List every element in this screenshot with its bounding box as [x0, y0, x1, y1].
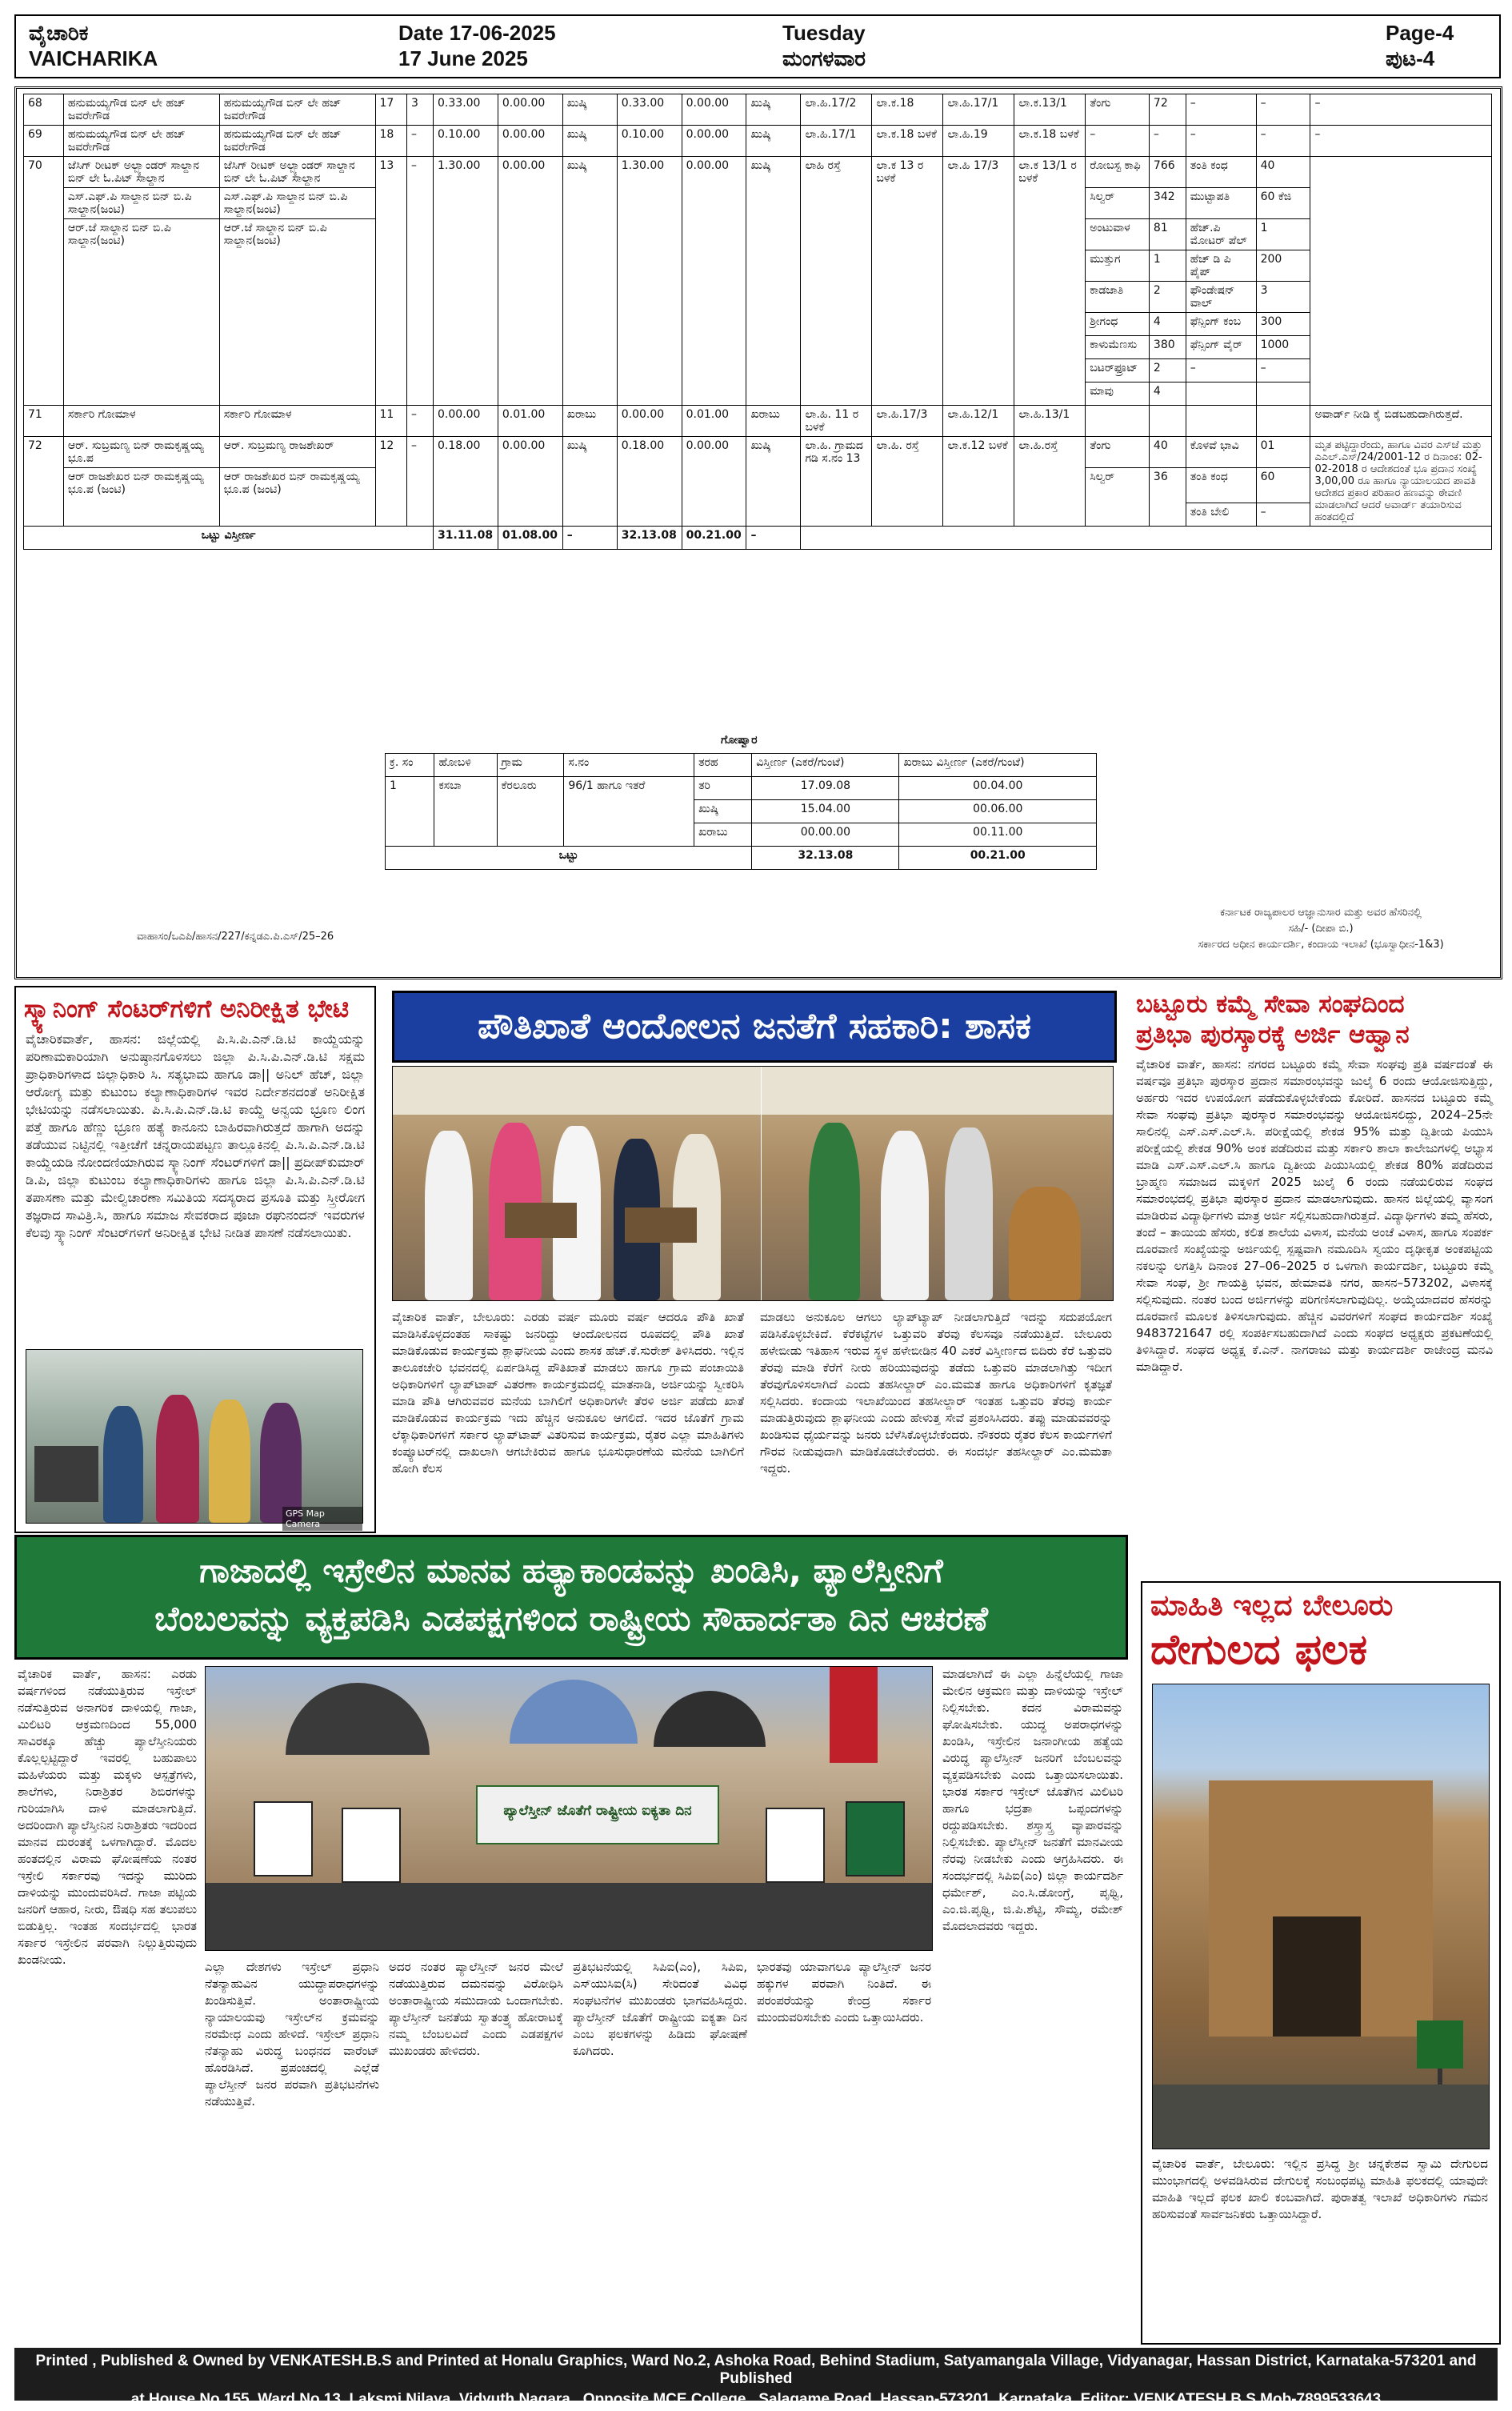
cell: ಮಾವು	[1086, 382, 1150, 406]
reference-number: ವಾಹಾಸಂ/ಒಎಪಿ/ಹಾಸನ/227/ಕನ್ನಡ‌ಎ.ಪಿ.ಎಸ್/25–26	[137, 931, 334, 943]
cell: ಕ್ರ. ಸಂ	[386, 754, 434, 777]
protest-banner-text: ಪ್ಯಾಲೆಸ್ತೀನ್ ಜೊತೆಗೆ ರಾಷ್ಟ್ರೀಯ ಐಕ್ಯತಾ ದಿನ	[503, 1803, 692, 1819]
cell: 200	[1256, 250, 1310, 282]
cell: ಹನುಮಯ್ಯಗೌಡ ಬಿನ್ ಲೇ ಹಚ್ ಜವರೇಗೌಡ	[219, 126, 375, 157]
cell: 11	[375, 406, 406, 437]
cell: 13	[375, 157, 406, 406]
cell: ತರಿ	[694, 777, 752, 800]
imprint-line: Printed , Published & Owned by VENKATESH.B.S and Printed at Honalu Graphics, Ward No.2, Ashoka Road, Behind Stadium, Satyamangala Village, Vidyanagar, Hassan District, Karnataka-573201 and Published	[35, 2353, 1477, 2387]
cell: ಜೆಸಿಗ್ ರೀಟಕ್ ಅಲ್ಬ್ಯಾಂಡರ್ ಸಾಲ್ದಾನ ಬಿನ್ ಲೇ ಓ.ಪಿಟ್ ಸಾಲ್ದಾನ	[219, 157, 375, 188]
cell: 81	[1149, 219, 1186, 250]
page-number-english: Page-4	[1386, 21, 1454, 45]
article-gaza-protest	[14, 1535, 1133, 2340]
cell: –	[1186, 94, 1256, 126]
cell: 72	[24, 437, 64, 527]
cell: ಖರಾಬು ವಿಸ್ತೀರ್ಣ (ಎಕರೆ/ಗುಂಟೆ)	[899, 754, 1097, 777]
cell: ಹೋಬಳಿ	[434, 754, 497, 777]
cell: 70	[24, 157, 64, 406]
cell: 60 ಕೆಜಿ	[1256, 188, 1310, 219]
cell: 0.18.00	[617, 437, 682, 527]
article-scanning-centres	[14, 986, 376, 1533]
cell: 68	[24, 94, 64, 126]
cell: ಆರ್. ಸುಬ್ರಮಣ್ಯ ಬಿನ್ ರಾಮಕೃಷ್ಣಯ್ಯ ಭೂ.ಪ	[63, 437, 219, 468]
cell: ಶ್ರೀಗಂಧ	[1086, 313, 1150, 336]
cell: ಲಾ.ಹಿ.13/1	[1014, 406, 1086, 437]
cell: 0.33.00	[617, 94, 682, 126]
cell: ಜೆಸಿಗ್ ರೀಟಕ್ ಅಲ್ಬ್ಯಾಂಡರ್ ಸಾಲ್ದಾನ ಬಿನ್ ಲೇ ಓ.ಪಿಟ್ ಸಾಲ್ದಾನ	[63, 157, 219, 188]
cell: –	[1256, 359, 1310, 382]
cell: ಕೊಳವೆ ಭಾವಿ	[1186, 437, 1256, 468]
cell: ಅಂಟುವಾಳ	[1086, 219, 1150, 250]
cell: 0.18.00	[434, 437, 498, 527]
cell: ತೆಂಗು	[1086, 437, 1150, 468]
cell: 342	[1149, 188, 1186, 219]
cell: ಲಾ.ಕ.18 ಬಳಕೆ	[1014, 126, 1086, 157]
cell: 31.11.08	[434, 527, 498, 550]
cell: ಆರ್. ಸುಬ್ರಮಣ್ಯ ರಾಜಶೇಖರ್	[219, 437, 375, 468]
protest-banner	[476, 1785, 719, 1844]
cell: 3	[406, 94, 433, 126]
cell: 01	[1256, 437, 1310, 468]
cell: ಆರ್ ರಾಜಶೇಖರ ಬಿನ್ ರಾಮಕೃಷ್ಣಯ್ಯ ಭೂ.ಪ (ಜಂಟಿ)	[219, 468, 375, 527]
cell: 1.30.00	[434, 157, 498, 406]
cell: ಒಟ್ಟು	[386, 847, 752, 870]
cell: ಲಾ.ಹಿ.17/1	[943, 94, 1014, 126]
cell: 96/1 ಹಾಗೂ ಇತರೆ	[564, 777, 694, 847]
article-photo	[26, 1349, 363, 1529]
cell: ಖುಷ್ಕಿ	[562, 126, 617, 157]
cell: 0.00.00	[498, 126, 562, 157]
cell: 0.33.00	[434, 94, 498, 126]
article-column: ಅದರ ನಂತರ ಪ್ಯಾಲೆಸ್ತೀನ್ ಜನರ ಮೇಲೆ ನಡೆಯುತ್ತಿರುವ ದಮನವನ್ನು ವಿರೋಧಿಸಿ ಅಂತಾರಾಷ್ಟ್ರೀಯ ಸಮುದಾಯ ಒಂದಾಗಬೇಕು. ಪ್ಯಾಲೆಸ್ತೀನ್ ಜನತೆಯ ಸ್ವಾತಂತ್ರ್ಯ ಹೋರಾಟಕ್ಕೆ ನಮ್ಮ ಬೆಂಬಲವಿದೆ ಎಂದು ಎಡಪಕ್ಷಗಳ ಮುಖಂಡರು ಹೇಳಿದರು.	[389, 1960, 563, 2058]
cell: ತಂತಿ ಕಂಧ	[1186, 157, 1256, 188]
article-photo	[1152, 1684, 1490, 2149]
article-body: ವೈಚಾರಿಕವಾರ್ತೆ, ಹಾಸನ: ಜಿಲ್ಲೆಯಲ್ಲಿ ಪಿ.ಸಿ.ಪಿ.ಎನ್.ಡಿ.ಟಿ ಕಾಯ್ದೆಯನ್ನು ಪರಿಣಾಮಕಾರಿಯಾಗಿ ಅನುಷ್ಠಾನಗೊಳಿಸಲು ಜಿಲ್ಲಾ ಪಿ.ಸಿ.ಪಿ.ಎನ್.ಡಿ.ಟಿ ಸಕ್ಷಮ ಪ್ರಾಧಿಕಾರಿಗಳಾದ ಜಿಲ್ಲಾಧಿಕಾರಿ ಸಿ. ಸತ್ಯಭಾಮ ಹಾಗೂ ಡಾ|| ಅನಿಲ್ ಹೆಚ್, ಜಿಲ್ಲಾ ಆರೋಗ್ಯ ಮತ್ತು ಕುಟುಂಬ ಕಲ್ಯಾಣಾಧಿಕಾರಿಗಳ ಇವರ ನಿರ್ದೇಶನದಂತೆ ಅನಿರೀಕ್ಷಿತ ಭೇಟಿಯನ್ನು ನಡೆಸಲಾಯಿತು. ಪಿ.ಸಿ.ಪಿ.ಎನ್.ಡಿ.ಟಿ ಕಾಯ್ದೆ ಅನ್ವಯ ಭ್ರೂಣ ಲಿಂಗ ಪತ್ತೆ ಹಾಗೂ ಹೆಣ್ಣು ಭ್ರೂಣ ಹತ್ಯೆ ಕಾನೂನು ಬಾಹಿರವಾಗಿರುತ್ತದೆ ಹಾಗಾಗಿ ಅದನ್ನು ತಡೆಯುವ ನಿಟ್ಟಿನಲ್ಲಿ ಇತ್ತೀಚೆಗೆ ಚನ್ನರಾಯಪಟ್ಟಣ ತಾಲ್ಲೂಕಿನಲ್ಲಿ ಪಿ.ಸಿ.ಪಿ.ಎನ್.ಡಿ.ಟಿ ಕಾಯ್ದೆಯಡಿ ನೋಂದಣಿಯಾಗಿರುವ ಸ್ಕ್ಯಾನಿಂಗ್ ಸೆಂಟರ್‌ಗಳಿಗೆ ಡಾ|| ಪ್ರದೀಪ್‌ಕುಮಾರ್ ಡಿ.ಪಿ, ಜಿಲ್ಲಾ ಕುಟುಂಬ ಕಲ್ಯಾಣಾಧಿಕಾರಿಗಳು ಹಾಗೂ ಜಿಲ್ಲಾ ಪಿ.ಸಿ.ಪಿ.ಎನ್.ಡಿ.ಟಿ ತಪಾಸಣಾ ಮತ್ತು ಮೇಲ್ವಿಚಾರಣಾ ಸಮಿತಿಯ ಸದಸ್ಯರಾದ ಪ್ರಸೂತಿ ಮತ್ತು ಸ್ತ್ರೀರೋಗ ತಜ್ಞರಾದ ಸಾವಿತ್ರಿ.ಸಿ, ಹಾಗೂ ಸಮಾಜ ಸೇವಕರಾದ ಪೂಜಾ ರಘುನಂದನ್ ಇವರುಗಳ ಕೆಲವು ಸ್ಕ್ಯಾನಿಂಗ್ ಸೆಂಟರ್‌ಗಳಿಗೆ ಅನಿರೀಕ್ಷಿತ ಭೇಟಿ ನೀಡಿತ ಪಾಸಣೆ ನಡೆಸಲಾಯಿತು.	[26, 1031, 365, 1240]
cell: 32.13.08	[617, 527, 682, 550]
table-row	[386, 777, 1097, 800]
cell: ಖುಷ್ಕಿ	[746, 94, 801, 126]
cell	[1086, 406, 1150, 437]
cell: ಗ್ರಾಮ	[497, 754, 564, 777]
cell: ಲಾ.ಹಿ. ಗ್ರಾಮದ ಗಡಿ ಸ.ನಂ 13	[801, 437, 872, 527]
cell: ಲಾ.ಹಿ.17/3	[872, 406, 943, 437]
cell: ಲಾ.ಹಿ.17/2	[801, 94, 872, 126]
table-row	[24, 94, 1492, 126]
cell: 40	[1149, 437, 1186, 468]
cell: 15.04.00	[752, 800, 899, 823]
article-subheadline: ದೇಗುಲದ ಫಲಕ	[1150, 1626, 1368, 1674]
cell: 00.11.00	[899, 823, 1097, 847]
article-pauti-khate	[381, 986, 1123, 1530]
cell: 0.00.00	[434, 406, 498, 437]
cell: ಕಸಬಾ	[434, 777, 497, 847]
cell: 00.21.00	[899, 847, 1097, 870]
masthead-bar	[14, 14, 1501, 78]
cell: ಹನುಮಯ್ಯಗೌಡ ಬಿನ್ ಲೇ ಹಚ್ ಜವರೇಗೌಡ	[63, 126, 219, 157]
article-column: ಮಾಡಲಾಗಿದೆ ಈ ಎಲ್ಲಾ ಹಿನ್ನೆಲೆಯಲ್ಲಿ ಗಾಜಾ ಮೇಲಿನ ಆಕ್ರಮಣ ಮತ್ತು ದಾಳಿಯನ್ನು ಇಸ್ರೇಲ್ ನಿಲ್ಲಿಸಬೇಕು. ಕದನ ವಿರಾಮವನ್ನು ಘೋಷಿಸಬೇಕು. ಯುದ್ಧ ಅಪರಾಧಗಳನ್ನು ಖಂಡಿಸಿ, ಇಸ್ರೇಲಿನ ಜನಾಂಗೀಯ ಹತ್ಯೆಯ ವಿರುದ್ಧ ಪ್ಯಾಲೆಸ್ತೀನ್ ಜನರಿಗೆ ಬೆಂಬಲವನ್ನು ವ್ಯಕ್ತಪಡಿಸಬೇಕು ಎಂದು ಒತ್ತಾಯಿಸಲಾಯಿತು. ಭಾರತ ಸರ್ಕಾರ ಇಸ್ರೇಲ್ ಜೊತೆಗಿನ ಮಿಲಿಟರಿ ಹಾಗೂ ಭದ್ರತಾ ಒಪ್ಪಂದಗಳನ್ನು ರದ್ದುಪಡಿಸಬೇಕು. ಶಸ್ತ್ರಾಸ್ತ್ರ ವ್ಯಾಪಾರವನ್ನು ನಿಲ್ಲಿಸಬೇಕು. ಪ್ಯಾಲೆಸ್ತೀನ್ ಜನತೆಗೆ ಮಾನವೀಯ ನೆರವು ನೀಡಬೇಕು ಎಂದು ಆಗ್ರಹಿಸಿದರು. ಈ ಸಂದರ್ಭದಲ್ಲಿ ಸಿಪಿಐ(ಎಂ) ಜಿಲ್ಲಾ ಕಾರ್ಯದರ್ಶಿ ಧರ್ಮೇಶ್, ಎಂ.ಸಿ.ಡೋಂಗ್ರೆ, ಪೃಥ್ವಿ, ಎಂ.ಜಿ.ಪೃಥ್ವಿ, ಜಿ.ಪಿ.ಶೆಟ್ಟಿ, ಸೌಮ್ಯ, ರಮೇಶ್ ಮೊದಲಾದವರು ಇದ್ದರು.	[942, 1667, 1123, 1933]
cell: –	[1310, 94, 1492, 126]
signature-line: ಕರ್ನಾಟಕ ರಾಜ್ಯಪಾಲರ ಆಜ್ಞಾನುಸಾರ ಮತ್ತು ಅವರ ಹೆಸರಿನಲ್ಲಿ	[1220, 907, 1422, 919]
cell: 00.06.00	[899, 800, 1097, 823]
headline-banner	[392, 991, 1117, 1063]
article-photo	[205, 1666, 933, 1951]
cell: ಖುಷ್ಕಿ	[562, 94, 617, 126]
cell: ಲಾ.ಹಿ. ರಸ್ತೆ	[872, 437, 943, 527]
cell: 4	[1149, 382, 1186, 406]
table-row	[24, 406, 1492, 437]
cell	[1186, 382, 1256, 406]
cell: –	[1256, 126, 1310, 157]
article-column: ವೈಚಾರಿಕ ವಾರ್ತೆ, ಬೇಲೂರು: ಎರಡು ವರ್ಷ ಮೂರು ವರ್ಷ ಆದರೂ ಪೌತಿ ಖಾತೆ ಮಾಡಿಸಿಕೊಳ್ಳದಂತಹ ಸಾಕಷ್ಟು ಜನರಿದ್ದು ಆಂದೋಲನದ ರೂಪದಲ್ಲಿ ಪೌತಿ ಖಾತೆ ಮಾಡಿಕೊಡುವ ಕಾರ್ಯಕ್ರಮ ಶ್ಲಾಘನೀಯ ಎಂದು ಶಾಸಕ ಹೆಚ್.ಕೆ.ಸುರೇಶ್ ತಿಳಿಸಿದರು. ಇಲ್ಲಿನ ತಾಲೂಕಚೇರಿ ಭವನದಲ್ಲಿ ಏರ್ಪಡಿಸಿದ್ದ ಪೌತಿಖಾತೆ ಮಾಡಲು ಹಾಗೂ ಗ್ರಾಮ ಪಂಚಾಯಿತಿ ಅಧಿಕಾರಿಗಳಿಗೆ ಲ್ಯಾಪ್‌ಟಾಪ್ ವಿತರಣಾ ಕಾರ್ಯಕ್ರಮದಲ್ಲಿ ಮಾತನಾಡಿ, ಅರ್ಜಿಯನ್ನು ಸ್ವೀಕರಿಸಿ ಮಾಡಿ ಪೌತಿ ಆಗಿರುವವರ ಮನೆಯ ಬಾಗಿಲಿಗೆ ಅಧಿಕಾರಿಗಳೇ ತೆರಳಿ ಅರ್ಜಿ ಪಡೆದು ಖಾತೆ ಮಾಡಿಕೊಡುವ ಕಾರ್ಯಕ್ರಮ ಇದು ಹೆಚ್ಚಿನ ಅನುಕೂಲ ಆಗಲಿದೆ. ಇದರ ಜೊತೆಗೆ ಗ್ರಾಮ ಲೆಕ್ಕಾಧಿಕಾರಿಗಳಿಗೆ ಸರ್ಕಾರ ಲ್ಯಾಪ್‌ಟಾಪ್ ವಿತರಿಸುವ ಕಾರ್ಯಕ್ರಮ, ರೈತರ ಎಲ್ಲಾ ಮಾಹಿತಿಗಳು ಕಂಪ್ಯೂಟರ್‌ನಲ್ಲಿ ದಾಖಲಾಗಿ ಆಗಬೇಕಿರುವ ಹಾಗೂ ಭೂಸುಧಾರಣೆಯ ಮನೆಯ ಬಾಗಿಲಿಗೆ ಹೋಗಿ ಕೆಲಸ	[392, 1310, 744, 1476]
cell: ತರಹ	[694, 754, 752, 777]
cell: ಎಸ್.ಎಫ್.ಪಿ ಸಾಲ್ದಾನ ಬಿನ್ ಬಿ.ಪಿ ಸಾಲ್ದಾನ(ಜಂಟಿ)	[63, 188, 219, 219]
table-row	[24, 126, 1492, 157]
cell: 1.30.00	[617, 157, 682, 406]
cell: ಖರಾಬು	[746, 406, 801, 437]
imprint-line: at House No.155, Ward No.13, Laksmi Nilaya, Vidyuth Nagara , Opposite MCE College , Salagame Road, Hassan-573201, Karnataka. Editor: VENKATESH.B.S Mob-7899533643	[130, 2391, 1382, 2408]
cell	[1149, 406, 1186, 437]
cell: ಲಾ.ಕ 13/1 ರ ಬಳಕೆ	[1014, 157, 1086, 406]
cell	[801, 527, 1492, 550]
cell: 0.00.00	[498, 437, 562, 527]
cell: 72	[1149, 94, 1186, 126]
cell: –	[406, 406, 433, 437]
cell: ಹನುಮಯ್ಯಗೌಡ ಬಿನ್ ಲೇ ಹಚ್ ಜವರೇಗೌಡ	[219, 94, 375, 126]
cell: –	[1256, 503, 1310, 527]
cell: ತಂತಿ ಕಂಧ	[1186, 468, 1256, 503]
cell: ಹೆಚ್ ಡಿ ಪಿ ಪೈಪ್	[1186, 250, 1256, 282]
cell: ಸಿಲ್ವರ್	[1086, 468, 1150, 527]
article-headline: ಗಾಜಾದಲ್ಲಿ ಇಸ್ರೇಲಿನ ಮಾನವ ಹತ್ಯಾಕಾಂಡವನ್ನು ಖಂಡಿಸಿ, ಪ್ಯಾಲೆಸ್ತೀನಿಗೆ	[199, 1551, 943, 1590]
cell: ವಿಸ್ತೀರ್ಣ (ಎಕರೆ/ಗುಂಟೆ)	[752, 754, 899, 777]
cell: ಮೃತ ಪಟ್ಟಿದ್ದಾರೆಂದು, ಹಾಗೂ ವಿವರ ಎಸ್‌ಜೆ ಮತ್ತು ಎಎಲ್.ಎಸ್/24/2001-12 ರ ದಿನಾಂಕ: 02-02-2018 ರ ಆದೇಶದಂತೆ ಭೂ ಪ್ರದಾನ ಸಂಖ್ಯೆ 3,00,00 ರೂ ಹಾಗೂ ನ್ಯಾಯಾಲಯದ ಪಾವತಿ ಆದೇಶದ ಪ್ರಕಾರ ಪರಿಹಾರ ಹಣವನ್ನು ಠೇವಣಿ ಮಾಡಲಾಗಿದೆ ಆದರೆ ಅವಾರ್ಡ್ ತಯಾರಿಸುವ ಹಂತದಲ್ಲಿದೆ	[1310, 437, 1492, 527]
cell: 300	[1256, 313, 1310, 336]
cell: ಸರ್ಕಾರಿ ಗೋಮಾಳ	[63, 406, 219, 437]
cell: 4	[1149, 313, 1186, 336]
cell: 00.04.00	[899, 777, 1097, 800]
cell: 1	[386, 777, 434, 847]
cell: 12	[375, 437, 406, 527]
cell: 2	[1149, 282, 1186, 313]
cell: ಸರ್ಕಾರಿ ಗೋಮಾಳ	[219, 406, 375, 437]
cell	[1186, 406, 1256, 437]
cell: 2	[1149, 359, 1186, 382]
cell: ಎಸ್.ಎಫ್.ಪಿ ಸಾಲ್ದಾನ ಬಿನ್ ಬಿ.ಪಿ ಸಾಲ್ದಾನ(ಜಂಟಿ)	[219, 188, 375, 219]
summary-table	[385, 753, 1097, 870]
cell: 0.00.00	[617, 406, 682, 437]
table-total-row	[386, 847, 1097, 870]
cell: ಲಾ.ಕ.18	[872, 94, 943, 126]
cell: ಬಟರ್‌ಫ್ರೂಟ್	[1086, 359, 1150, 382]
cell: ಖುಷ್ಕಿ	[562, 437, 617, 527]
cell: ಖರಾಬು	[562, 406, 617, 437]
article-subheadline: ಬೆಂಬಲವನ್ನು ವ್ಯಕ್ತಪಡಿಸಿ ಎಡಪಕ್ಷಗಳಿಂದ ರಾಷ್ಟ್ರೀಯ ಸೌಹಾರ್ದತಾ ದಿನ ಆಚರಣೆ	[154, 1599, 988, 1638]
cell: ಖುಷ್ಕಿ	[562, 157, 617, 406]
signature-name: ಸಹಿ/- (ದೀಪಾ ಬಿ.)	[1288, 923, 1354, 935]
cell: –	[406, 437, 433, 527]
article-column: ವೈಚಾರಿಕ ವಾರ್ತೆ, ಹಾಸನ: ಎರಡು ವರ್ಷಗಳಿಂದ ನಡೆಯುತ್ತಿರುವ ಇಸ್ರೇಲ್ ನಡೆಸುತ್ತಿರುವ ಅನಾಗರಿಕ ದಾಳಿಯಲ್ಲಿ ಗಾಜಾ, ಮಿಲಿಟರಿ ಆಕ್ರಮಣದಿಂದ 55,000 ಸಾವಿರಕ್ಕೂ ಹೆಚ್ಚು ಪ್ಯಾಲೆಸ್ತೀನಿಯರು ಕೊಲ್ಲಲ್ಪಟ್ಟಿದ್ದಾರೆ ಇವರಲ್ಲಿ ಬಹುಪಾಲು ಮಹಿಳೆಯರು ಮತ್ತು ಮಕ್ಕಳು ಆಸ್ಪತ್ರೆಗಳು, ಶಾಲೆಗಳು, ನಿರಾಶ್ರಿತರ ಶಿಬಿರಗಳನ್ನು ಗುರಿಯಾಗಿಸಿ ದಾಳಿ ಮಾಡಲಾಗುತ್ತಿದೆ. ಅದರಿಂದಾಗಿ ಪ್ಯಾಲೆಸ್ತೀನಿನ ನಿರಾಶ್ರಿತರು ಇದರಿಂದ ಮಾನವ ದುರಂತಕ್ಕೆ ಒಳಗಾಗಿದ್ದಾರೆ. ಮೊದಲ ಹಂತದಲ್ಲಿನ ವಿರಾಮ ಘೋಷಣೆಯ ನಂತರ ಇಸ್ರೇಲಿ ಸರ್ಕಾರವು ಇದನ್ನು ಮುರಿದು ದಾಳಿಯನ್ನು ಮುಂದುವರಿಸಿದೆ. ಗಾಜಾ ಪಟ್ಟಿಯ ಜನರಿಗೆ ಆಹಾರ, ನೀರು, ಔಷಧಿ ಸಹ ತಲುಪಲು ಬಿಡುತ್ತಿಲ್ಲ. ಇಂತಹ ಸಂದರ್ಭದಲ್ಲಿ ಭಾರತ ಸರ್ಕಾರ ಇಸ್ರೇಲಿನ ಪರವಾಗಿ ನಿಲ್ಲುತ್ತಿರುವುದು ಖಂಡನೀಯ.	[18, 1667, 197, 1967]
cell: 0.00.00	[498, 157, 562, 406]
article-body: ವೈಚಾರಿಕ ವಾರ್ತೆ, ಬೇಲೂರು: ಇಲ್ಲಿನ ಪ್ರಸಿದ್ಧ ಶ್ರೀ ಚನ್ನಕೇಶವ ಸ್ವಾಮಿ ದೇಗುಲದ ಮುಂಭಾಗದಲ್ಲಿ ಅಳವಡಿಸಿರುವ ದೇಗುಲಕ್ಕೆ ಸಂಬಂಧಪಟ್ಟ ಮಾಹಿತಿ ಫಲಕದಲ್ಲಿ ಯಾವುದೇ ಮಾಹಿತಿ ಇಲ್ಲದೆ ಫಲಕ ಖಾಲಿ ಕಂಬವಾಗಿದೆ. ಪುರಾತತ್ವ ಇಲಾಖೆ ಅಧಿಕಾರಿಗಳು ಗಮನ ಹರಿಸುವಂತೆ ಸಾರ್ವಜನಿಕರು ಒತ್ತಾಯಿಸಿದ್ದಾರೆ.	[1152, 2157, 1488, 2221]
table-row	[24, 437, 1492, 468]
headline-banner	[14, 1535, 1128, 1660]
cell: –	[1149, 126, 1186, 157]
cell: 32.13.08	[752, 847, 899, 870]
cell: ಸ.ನಂ	[564, 754, 694, 777]
cell: 71	[24, 406, 64, 437]
photo-watermark: GPS Map Camera	[282, 1507, 362, 1531]
cell: 01.08.00	[498, 527, 562, 550]
cell: 18	[375, 126, 406, 157]
cell: –	[1256, 94, 1310, 126]
cell: ಲಾ.ಹಿ.12/1	[943, 406, 1014, 437]
article-photo	[392, 1066, 1114, 1301]
cell: ಖುಷ್ಕಿ	[746, 126, 801, 157]
cell: ಫೆನ್ಸಿಂಗ್ ಕಂಬ	[1186, 313, 1256, 336]
cell: –	[406, 126, 433, 157]
page-number-kannada: ಪುಟ-4	[1386, 46, 1435, 70]
cell: ಮುಟ್ಟಾಪತಿ	[1186, 188, 1256, 219]
article-column: ಪ್ರತಿಭಟನೆಯಲ್ಲಿ ಸಿಪಿಐ(ಎಂ), ಸಿಪಿಐ, ಎಸ್‌ಯುಸಿಐ(ಸಿ) ಸೇರಿದಂತೆ ವಿವಿಧ ಸಂಘಟನೆಗಳ ಮುಖಂಡರು ಭಾಗವಹಿಸಿದ್ದರು. ಪ್ಯಾಲೆಸ್ತೀನ್ ಜೊತೆಗೆ ರಾಷ್ಟ್ರೀಯ ಐಕ್ಯತಾ ದಿನ ಎಂಬ ಫಲಕಗಳನ್ನು ಹಿಡಿದು ಘೋಷಣೆ ಕೂಗಿದರು.	[573, 1960, 747, 2058]
cell: ತಂತಿ ಬೇಲಿ	[1186, 503, 1256, 527]
paper-name-kannada: ವೈಚಾರಿಕ	[29, 21, 89, 45]
cell: –	[746, 527, 801, 550]
cell: 69	[24, 126, 64, 157]
cell: ಲಾ.ಹಿ. 11 ರ ಬಳಕೆ	[801, 406, 872, 437]
cell: 0.00.00	[682, 437, 746, 527]
cell: 60	[1256, 468, 1310, 503]
cell: ಲಾ.ಹಿ.ರಸ್ತೆ	[1014, 437, 1086, 527]
cell: 0.00.00	[682, 94, 746, 126]
cell: ಲಾ.ಹಿ 17/3	[943, 157, 1014, 406]
cell: 0.10.00	[617, 126, 682, 157]
article-subheadline: ಪ್ರತಿಭಾ ಪುರಸ್ಕಾರಕ್ಕೆ ಅರ್ಜಿ ಆಹ್ವಾನ	[1136, 1020, 1410, 1049]
cell: –	[562, 527, 617, 550]
cell: –	[1186, 359, 1256, 382]
cell: 0.01.00	[682, 406, 746, 437]
cell: 380	[1149, 336, 1186, 359]
cell: ಮುತ್ತುಗ	[1086, 250, 1150, 282]
article-headline: ಮಾಹಿತಿ ಇಲ್ಲದ ಬೇಲೂರು	[1150, 1589, 1394, 1622]
article-headline: ಬಟ್ಟೂರು ಕಮ್ಮೆ ಸೇವಾ ಸಂಘದಿಂದ	[1136, 990, 1405, 1019]
cell	[1310, 157, 1492, 406]
article-belur-temple	[1141, 1581, 1501, 2345]
cell: ಸಿಲ್ವರ್	[1086, 188, 1150, 219]
signature-designation: ಸರ್ಕಾರದ ಅಧೀನ ಕಾರ್ಯದರ್ಶಿ, ಕಂದಾಯ ಇಲಾಖೆ (ಭೂಸ್ವಾಧೀನ-1&3)	[1198, 939, 1444, 951]
cell: ಲಾಹಿ ರಸ್ತೆ	[801, 157, 872, 406]
cell: ಆರ್ ರಾಜಶೇಖರ ಬಿನ್ ರಾಮಕೃಷ್ಣಯ್ಯ ಭೂ.ಪ (ಜಂಟಿ)	[63, 468, 219, 527]
cell: 0.01.00	[498, 406, 562, 437]
summary-title: ಗೋಷ್ವಾರ	[721, 734, 758, 747]
table-total-row	[24, 527, 1492, 550]
article-body: ವೈಚಾರಿಕ ವಾರ್ತೆ, ಹಾಸನ: ನಗರದ ಬಟ್ಟೂರು ಕಮ್ಮೆ ಸೇವಾ ಸಂಘವು ಪ್ರತಿ ವರ್ಷದಂತೆ ಈ ವರ್ಷವೂ ಪ್ರತಿಭಾ ಪುರಸ್ಕಾರ ಪ್ರದಾನ ಸಮಾರಂಭವನ್ನು ಜುಲೈ 6 ರಂದು ಆಯೋಜಿಸುತ್ತಿದ್ದು, ಅರ್ಹರು ಇದರ ಉಪಯೋಗ ಪಡೆದುಕೊಳ್ಳಬೇಕೆಂದು ಕೋರಿದೆ. ಹಾಸನದ ಬಟ್ಟೂರು ಕಮ್ಮೆ ಸೇವಾ ಸಂಘವು ಪ್ರತಿಭಾ ಪುರಸ್ಕಾರ ಸಮಾರಂಭವನ್ನು ಆಯೋಜಿಸಲಿದ್ದು, 2024–25ನೇ ಸಾಲಿನಲ್ಲಿ ಎಸ್.ಎಸ್.ಎಲ್.ಸಿ. ಪರೀಕ್ಷೆಯಲ್ಲಿ ಶೇಕಡ 95% ಮತ್ತು ದ್ವಿತೀಯ ಪಿಯುಸಿ ಪರೀಕ್ಷೆಯಲ್ಲಿ ಶೇಕಡ 90% ಅಂಕ ಪಡೆದಿರುವ ಮತ್ತು ಸರ್ಕಾರಿ ಶಾಲಾ ಕಾಲೇಜುಗಳಲ್ಲಿ ಅಭ್ಯಾಸ ಮಾಡಿ ಎಸ್.ಎಸ್.ಎಲ್.ಸಿ ಹಾಗೂ ದ್ವಿತೀಯ ಪಿಯುಸಿಯಲ್ಲಿ ಶೇಕಡ 80% ಪಡೆದಿರುವ ಬ್ರಾಹ್ಮಣ ಸಮಾಜದ ಮಕ್ಕಳಿಗೆ 2025 ಜುಲೈ 6 ರಂದು ನಡೆಯಲಿರುವ ಸಂಘದ ಸಮಾರಂಭದಲ್ಲಿ ಪ್ರತಿಭಾ ಪುರಸ್ಕಾರ ಪ್ರದಾನ ಮಾಡಲಾಗುವುದು. ಹಾಸನ ಜಿಲ್ಲೆಯಲ್ಲಿ ವ್ಯಾಸಂಗ ಮಾಡಿರುವ ವಿದ್ಯಾರ್ಥಿಗಳು ಮಾತ್ರ ಅರ್ಜಿ ಸಲ್ಲಿಸಬಹುದಾಗಿರುತ್ತದೆ. ವಿದ್ಯಾರ್ಥಿಗಳು ತಮ್ಮ ಹೆಸರು, ತಂದೆ – ತಾಯಿಯ ಹೆಸರು, ಕಲಿತ ಶಾಲೆಯ ವಿಳಾಸ, ಮನೆಯ ಅಂಚೆ ವಿಳಾಸ, ಹಾಗೂ ಸಂಪರ್ಕ ದೂರವಾಣಿ ಸಂಖ್ಯೆಯನ್ನು ಅರ್ಜಿಯಲ್ಲಿ ಸ್ಪಷ್ಟವಾಗಿ ನಮೂದಿಸಿ ಸ್ವಯಂ ದೃಢೀಕೃತ ಅಂಕಪಟ್ಟಿಯ ನಕಲನ್ನು ಲಗತ್ತಿಸಿ ದಿನಾಂಕ 27–06–2025 ರ ಒಳಗಾಗಿ ಕಾರ್ಯದರ್ಶಿ, ಬಟ್ಟೂರು ಕಮ್ಮೆ ಸೇವಾ ಸಂಘ, ಶ್ರೀ ಗಾಯತ್ರಿ ಭವನ, ಹೇಮಾವತಿ ನಗರ, ಹಾಸನ–573202, ವಿಳಾಸಕ್ಕೆ ಸಲ್ಲಿಸುವುದು. ನಂತರ ಬಂದ ಅರ್ಜಿಗಳನ್ನು ಪರಿಗಣಿಸಲಾಗುವುದಿಲ್ಲ. ಅಯ್ಕೆಯಾದವರ ಹೆಸರನ್ನು ದೂರವಾಣಿ ಮೂಲಕ ತಿಳಿಸಲಾಗುವುದು. ಹೆಚ್ಚಿನ ವಿವರಗಳಿಗೆ ಸಂಘದ ಕಾರ್ಯದರ್ಶಿ ಸಂಖ್ಯೆ 9483721647 ರಲ್ಲಿ ಸಂಪರ್ಕಿಸಬಹುದಾಗಿದೆ ಎಂದು ಸಂಘದ ಅಧ್ಯಕ್ಷರು ಪ್ರಕಟಣೆಯಲ್ಲಿ ತಿಳಿಸಿದ್ದಾರೆ. ಸಂಘದ ಅಧ್ಯಕ್ಷ ಕೆ.ಎನ್. ನಾಗರಾಜು ಮತ್ತು ಕಾರ್ಯದರ್ಶಿ ರಾಜೇಂದ್ರ ಮನವಿ ಮಾಡಿದ್ದಾರೆ.	[1136, 1057, 1493, 1374]
cell: 1000	[1256, 336, 1310, 359]
cell: ಲಾ.ಕ.12 ಬಳಕೆ	[943, 437, 1014, 527]
cell: 17.09.08	[752, 777, 899, 800]
date-words: 17 June 2025	[398, 46, 528, 70]
cell: 00.21.00	[682, 527, 746, 550]
article-column: ಮಾಡಲು ಅನುಕೂಲ ಆಗಲು ಲ್ಯಾಪ್‌ಟ್ಯಾಪ್ ನೀಡಲಾಗುತ್ತಿದೆ ಇದನ್ನು ಸದುಪಯೋಗ ಪಡಿಸಿಕೊಳ್ಳಬೇಕಿದೆ. ಕೆರೆಕಟ್ಟೆಗಳ ಒತ್ತುವರಿ ತೆರವು ಕೆಲಸವೂ ನಡೆಯುತ್ತಿದೆ. ಬೇಲೂರು ಹಳೇಬೀಡು ಇತಿಹಾಸ ಇರುವ ಸ್ಥಳ ಹಳೇಬೀಡಿನ 40 ಎಕರೆ ವಿಸ್ತೀರ್ಣದ ಬಿದಿರು ಕೆರೆ ಒತ್ತುವರಿ ತೆರವು ಮಾಡಿ ಕೆರೆಗೆ ನೀರು ಹರಿಯುವುದನ್ನು ತಡೆದು ಒತ್ತುವರಿ ಮಾಡಲಾಗಿತ್ತು ಇದೀಗ ತೆರವುಗೊಳಿಸಲಾಗಿದೆ ಎಂದು ತಹಸೀಲ್ದಾರ್ ಎಂ.ಮಮತ ಹಾಗೂ ಅಧಿಕಾರಿಗಳಿಗೆ ಕೃತಜ್ಞತೆ ಸಲ್ಲಿಸಿದರು. ಕಂದಾಯ ಇಲಾಖೆಯಿಂದ ತಹಸೀಲ್ದಾರ್ ಇಂತಹ ಒತ್ತುವರಿ ತೆರವು ಕಾರ್ಯ ಮಾಡುತ್ತಿರುವುದು ಶ್ಲಾಘನೀಯ ಎಂದು ಹೇಳುತ್ತ ಸೇವೆ ಪ್ರಶಂಸಿಸಿದರು. ತಪ್ಪು ಮಾಡುವವರನ್ನು ಖಂಡಿಸುವ ಧೈರ್ಯವನ್ನು ಜನರು ಬೆಳೆಸಿಕೊಳ್ಳಬೇಕೆಂದರು. ನೌಕರರು ರೈತರ ಕೆಲಸ ಕಾರ್ಯಗಳಿಗೆ ಗೌರವ ನೀಡುವುದಾಗಿ ಮಾಡಿಕೊಡಬೇಕೆಂದರು. ಈ ಸಂದರ್ಭ ತಹಸೀಲ್ದಾರ್ ಎಂ.ಮಮತಾ ಇದ್ದರು.	[760, 1310, 1112, 1476]
table-row	[386, 754, 1097, 777]
cell: 40	[1256, 157, 1310, 188]
cell: ಖುಷ್ಕಿ	[746, 157, 801, 406]
cell: ಕಾಡಜಾತಿ	[1086, 282, 1150, 313]
cell: ಆರ್.ಜೆ ಸಾಲ್ದಾನ ಬಿನ್ ಬಿ.ಪಿ ಸಾಲ್ದಾನ(ಜಂಟಿ)	[219, 219, 375, 406]
cell: 17	[375, 94, 406, 126]
cell: ಆರ್.ಜೆ ಸಾಲ್ದಾನ ಬಿನ್ ಬಿ.ಪಿ ಸಾಲ್ದಾನ(ಜಂಟಿ)	[63, 219, 219, 406]
cell	[1256, 382, 1310, 406]
cell: ಖುಷ್ಕಿ	[746, 437, 801, 527]
cell: ಹೆಚ್.ಪಿ ಮೋಟರ್ ಪೆಲ್	[1186, 219, 1256, 250]
weekday-kannada: ಮಂಗಳವಾರ	[782, 46, 866, 70]
cell: ಲಾ.ಹಿ.19	[943, 126, 1014, 157]
weekday-english: Tuesday	[782, 21, 866, 45]
paper-name-english: VAICHARIKA	[29, 46, 158, 70]
cell: ಲಾ.ಕ 13 ರ ಬಳಕೆ	[872, 157, 943, 406]
cell: ತೆಂಗು	[1086, 94, 1150, 126]
article-column: ಎಲ್ಲಾ ದೇಶಗಳು ಇಸ್ರೇಲ್ ಪ್ರಧಾನಿ ನೆತನ್ಯಾಹುವಿನ ಯುದ್ಧಾಪರಾಧಗಳನ್ನು ಖಂಡಿಸುತ್ತಿವೆ. ಅಂತಾರಾಷ್ಟ್ರೀಯ ನ್ಯಾಯಾಲಯವು ಇಸ್ರೇಲ್‌ನ ಕ್ರಮವನ್ನು ನರಮೇಧ ಎಂದು ಹೇಳಿದೆ. ಇಸ್ರೇಲ್ ಪ್ರಧಾನಿ ನೆತನ್ಯಾಹು ವಿರುದ್ಧ ಬಂಧನದ ವಾರೆಂಟ್ ಹೊರಡಿಸಿದೆ. ಪ್ರಪಂಚದಲ್ಲಿ ಎಲ್ಲೆಡೆ ಪ್ಯಾಲೆಸ್ತೀನ್ ಜನರ ಪರವಾಗಿ ಪ್ರತಿಭಟನೆಗಳು ನಡೆಯುತ್ತಿವೆ.	[205, 1960, 379, 2109]
cell: 36	[1149, 468, 1186, 527]
cell: –	[1086, 126, 1150, 157]
cell: 3	[1256, 282, 1310, 313]
cell: ಅವಾರ್ಡ್ ನೀಡಿ ಕೈ ಬಿಡಬಹುದಾಗಿರುತ್ತದೆ.	[1310, 406, 1492, 437]
article-headline: ಸ್ಕ್ಯಾನಿಂಗ್ ಸೆಂಟರ್‌ಗಳಿಗೆ ಅನಿರೀಕ್ಷಿತ ಭೇಟಿ	[24, 995, 350, 1023]
land-acquisition-notice	[14, 86, 1502, 979]
cell: ಲಾ.ಕ.13/1	[1014, 94, 1086, 126]
cell: ಹನುಮಯ್ಯಗೌಡ ಬಿನ್ ಲೇ ಹಚ್ ಜವರೇಗೌಡ	[63, 94, 219, 126]
cell: ರೋಬಸ್ಟ ಕಾಫಿ	[1086, 157, 1150, 188]
article-headline: ಪೌತಿಖಾತೆ ಆಂದೋಲನ ಜನತೆಗೆ ಸಹಕಾರಿ: ಶಾಸಕ	[478, 1006, 1031, 1047]
signature-block	[1153, 905, 1489, 953]
cell: 1	[1256, 219, 1310, 250]
cell: ಲಾ.ಕ.18 ಬಳಕೆ	[872, 126, 943, 157]
imprint-footer	[14, 2348, 1498, 2408]
cell: ಒಟ್ಟು ವಿಸ್ತೀರ್ಣ	[24, 527, 434, 550]
cell: ಲಾ.ಹಿ.17/1	[801, 126, 872, 157]
cell: ಕಾಳುಮೆಣಸು	[1086, 336, 1150, 359]
cell: –	[406, 157, 433, 406]
cell: 766	[1149, 157, 1186, 188]
cell: ಫೌಂಡೇಷನ್ ವಾಲ್	[1186, 282, 1256, 313]
land-table	[23, 94, 1492, 550]
article-column: ಭಾರತವು ಯಾವಾಗಲೂ ಪ್ಯಾಲೆಸ್ತೀನ್ ಜನರ ಹಕ್ಕುಗಳ ಪರವಾಗಿ ನಿಂತಿದೆ. ಈ ಪರಂಪರೆಯನ್ನು ಕೇಂದ್ರ ಸರ್ಕಾರ ಮುಂದುವರಿಸಬೇಕು ಎಂದು ಒತ್ತಾಯಿಸಿದರು.	[757, 1960, 931, 2025]
cell: 1	[1149, 250, 1186, 282]
cell: –	[1186, 126, 1256, 157]
cell: 00.00.00	[752, 823, 899, 847]
cell	[1256, 406, 1310, 437]
cell: 0.00.00	[682, 126, 746, 157]
date-line: Date 17-06-2025	[398, 21, 556, 45]
cell: ಖುಷ್ಕಿ	[694, 800, 752, 823]
cell: 0.10.00	[434, 126, 498, 157]
cell: ಫೆನ್ಸಿಂಗ್ ವೈರ್	[1186, 336, 1256, 359]
cell: 0.00.00	[682, 157, 746, 406]
cell: –	[1310, 126, 1492, 157]
cell: 0.00.00	[498, 94, 562, 126]
cell: ಕೆರಲೂರು	[497, 777, 564, 847]
cell: ಖರಾಬು	[694, 823, 752, 847]
article-pratibha-puraskara	[1131, 986, 1498, 1530]
table-row	[24, 157, 1492, 188]
